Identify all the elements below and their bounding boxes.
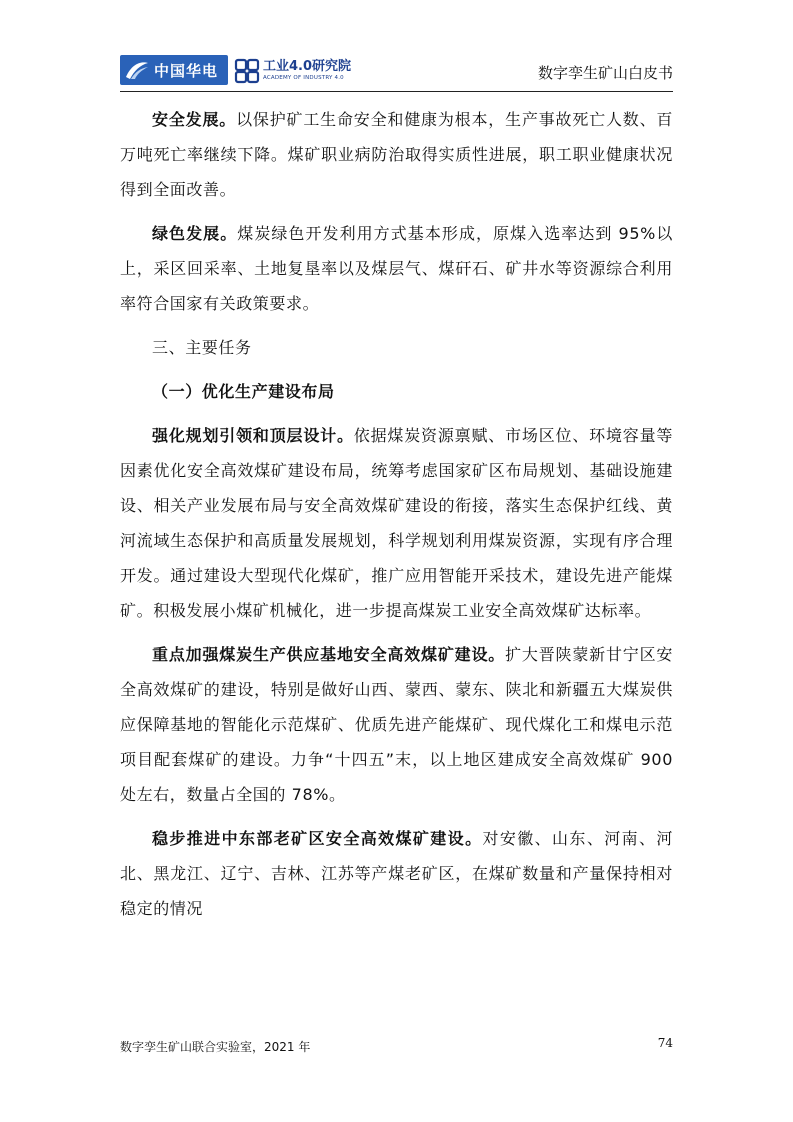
academy-logo-en: ACADEMY OF INDUSTRY 4.0 [263,75,344,81]
page-header [120,50,673,92]
document-title: 数字孪生矿山白皮书 [537,64,673,82]
paragraph-lead: 安全发展。 [152,110,237,129]
paragraph-text: 以保护矿工生命安全和健康为根本，生产事故死亡人数、百万吨死亡率继续下降。煤矿职业病防治取得实质性进展，职工职业健康状况得到全面改善。 [120,110,673,199]
paragraph-green [120,216,673,321]
huadian-emblem-icon [124,59,150,81]
footer-credit: 数字孪生矿山联合实验室，2021 年 [120,1040,311,1054]
section-heading: 三、主要任务 [152,338,252,357]
academy-logo-cn: 工业4.0研究院 [263,59,352,74]
paragraph-text: 依据煤炭资源禀赋、市场区位、环境容量等因素优化安全高效煤矿建设布局，统筹考虑国家矿区布局规划、基础设施建设、相关产业发展布局与安全高效煤矿建设的衔接，落实生态保护红线、黄河流域生态保护和高质量发展规划，科学规划利用煤炭资源，实现有序合理开发。通过建设大型现代化煤矿，推广应用智能开采技术，建设先进产能煤矿。积极发展小煤矿机械化，进一步提高煤炭工业安全高效煤矿达标率。 [120,426,674,620]
huadian-logo-text: 中国华电 [154,61,219,80]
paragraph-text: 扩大晋陕蒙新甘宁区安全高效煤矿的建设，特别是做好山西、蒙西、蒙东、陕北和新疆五大煤炭供应保障基地的智能化示范煤矿、优质先进产能煤矿、现代煤化工和煤电示范项目配套煤矿的建设。力争“十四五”末，以上地区建成安全高效煤矿 900 处左右，数量占全国的 78%。 [120,645,673,804]
paragraph-text: 煤炭绿色开发利用方式基本形成，原煤入选率达到 95%以上，采区回采率、土地复垦率以及煤层气、煤矸石、矿井水等资源综合利用率符合国家有关政策要求。 [120,224,673,313]
paragraph-planning [120,418,673,628]
header-divider [120,91,673,92]
page-number: 74 [657,1036,673,1050]
paragraph-safety [120,102,673,207]
paragraph-lead: 重点加强煤炭生产供应基地安全高效煤矿建设。 [152,645,506,664]
subsection-heading: （一）优化生产建设布局 [152,382,335,401]
paragraph-lead: 强化规划引领和顶层设计。 [152,426,354,445]
paragraph-old-mining-areas [120,821,673,926]
page-content [120,102,673,935]
paragraph-lead: 绿色发展。 [152,224,238,243]
huadian-logo [120,55,228,85]
academy-logo [234,56,351,86]
academy-emblem-icon [234,58,260,84]
paragraph-supply-bases [120,637,673,812]
paragraph-lead: 稳步推进中东部老矿区安全高效煤矿建设。 [152,829,483,848]
paragraph-text: 对安徽、山东、河南、河北、黑龙江、辽宁、吉林、江苏等产煤老矿区，在煤矿数量和产量保持相对稳定的情况 [120,829,673,918]
